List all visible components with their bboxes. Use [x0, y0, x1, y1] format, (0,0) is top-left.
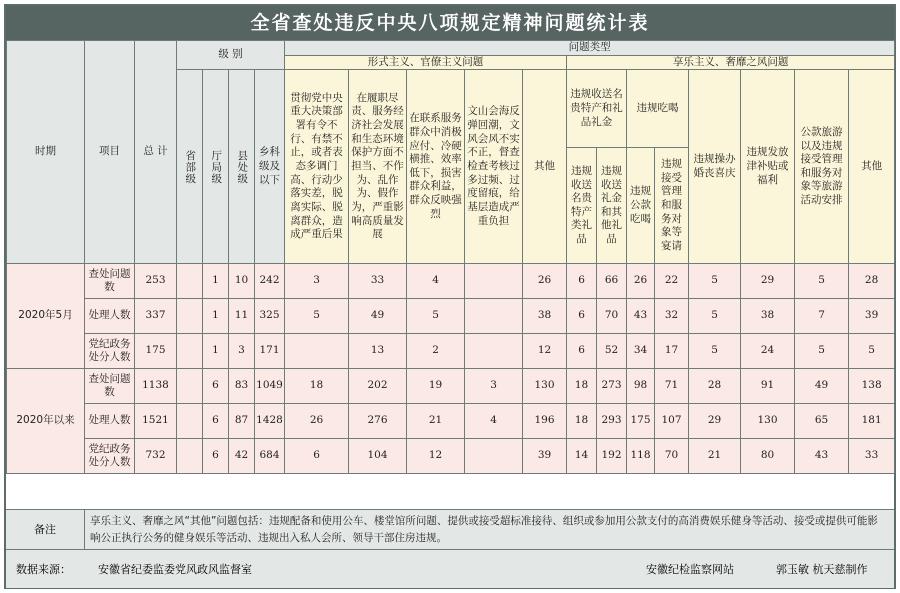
cell-f4 [465, 439, 523, 474]
cell-f4: 3 [465, 369, 523, 404]
cell-f4: 4 [465, 404, 523, 439]
cell-total: 175 [135, 334, 177, 369]
cell-f2: 202 [349, 369, 407, 404]
source-site: 安徽纪检监察网站 [646, 563, 734, 576]
cell-h-sub: 130 [741, 404, 795, 439]
cell-h-other: 138 [849, 369, 895, 404]
cell-bureau: 1 [203, 299, 229, 334]
cell-f2: 104 [349, 439, 407, 474]
stats-table-panel [4, 4, 896, 589]
cell-h-wed: 5 [689, 299, 741, 334]
cell-f2: 13 [349, 334, 407, 369]
cell-h-gift-b: 52 [597, 334, 627, 369]
cell-h-wed: 28 [689, 369, 741, 404]
cell-total: 732 [135, 439, 177, 474]
cell-province [177, 299, 203, 334]
row-item: 处理人数 [85, 404, 135, 439]
cell-f2: 33 [349, 264, 407, 299]
cell-f2: 49 [349, 299, 407, 334]
credit: 郭玉敏 杭天慈制作 [776, 563, 868, 576]
cell-h-eat-a: 26 [627, 264, 655, 299]
cell-f1: 18 [285, 369, 349, 404]
header-f3: 在联系服务群众中消极应付、冷硬横推、效率低下，损害群众利益，群众反映强烈 [407, 70, 465, 264]
notes-label: 备注 [6, 510, 85, 550]
cell-f2: 276 [349, 404, 407, 439]
cell-f3: 19 [407, 369, 465, 404]
cell-f-other: 39 [523, 439, 567, 474]
table-row [7, 299, 895, 334]
table-row [7, 369, 895, 404]
header-f1: 贯彻党中央重大决策部署有令不行、有禁不止，或者表态多调门高、行动少落实差，脱离实际、脱离群众，造成严重后果 [285, 70, 349, 264]
cell-h-eat-b: 17 [655, 334, 689, 369]
cell-h-travel: 43 [795, 439, 849, 474]
cell-f3: 2 [407, 334, 465, 369]
cell-h-gift-a: 14 [567, 439, 597, 474]
cell-h-other: 181 [849, 404, 895, 439]
header-h-gift-a: 违规收送名贵特产类礼品 [567, 148, 597, 264]
cell-f-other: 12 [523, 334, 567, 369]
cell-h-gift-b: 293 [597, 404, 627, 439]
cell-total: 1138 [135, 369, 177, 404]
cell-f-other: 26 [523, 264, 567, 299]
row-item: 查处问题数 [85, 369, 135, 404]
row-item: 党纪政务处分人数 [85, 439, 135, 474]
header-item: 项目 [85, 41, 135, 264]
source-org: 安徽省纪委监委党风政风监督室 [98, 563, 252, 576]
header-h-travel: 公款旅游以及违规接受管理和服务对象等旅游活动安排 [795, 70, 849, 264]
cell-h-sub: 29 [741, 264, 795, 299]
cell-county: 3 [229, 334, 255, 369]
page-title: 全省查处违反中央八项规定精神问题统计表 [6, 6, 894, 40]
cell-h-travel: 49 [795, 369, 849, 404]
cell-f4 [465, 334, 523, 369]
cell-township: 242 [255, 264, 285, 299]
header-h-eat-a: 违规公款吃喝 [627, 148, 655, 264]
cell-f1 [285, 334, 349, 369]
header-formalism: 形式主义、官僚主义问题 [285, 55, 567, 70]
cell-f1: 26 [285, 404, 349, 439]
cell-h-gift-b: 192 [597, 439, 627, 474]
cell-county: 10 [229, 264, 255, 299]
cell-f4 [465, 264, 523, 299]
cell-h-sub: 80 [741, 439, 795, 474]
cell-bureau: 6 [203, 439, 229, 474]
cell-h-eat-b: 71 [655, 369, 689, 404]
header-hedonism: 享乐主义、奢靡之风问题 [567, 55, 895, 70]
header-f-other: 其他 [523, 70, 567, 264]
cell-f-other: 38 [523, 299, 567, 334]
cell-f-other: 196 [523, 404, 567, 439]
header-province: 省部级 [184, 149, 197, 185]
table-row [7, 439, 895, 474]
notes-section [6, 509, 894, 550]
cell-bureau: 6 [203, 369, 229, 404]
cell-h-gift-b: 273 [597, 369, 627, 404]
cell-h-other: 33 [849, 439, 895, 474]
cell-h-eat-b: 22 [655, 264, 689, 299]
cell-bureau: 1 [203, 334, 229, 369]
cell-h-travel: 5 [795, 264, 849, 299]
cell-h-travel: 5 [795, 334, 849, 369]
cell-h-gift-a: 6 [567, 334, 597, 369]
cell-province [177, 264, 203, 299]
cell-h-eat-a: 98 [627, 369, 655, 404]
cell-h-eat-b: 70 [655, 439, 689, 474]
header-problem-type: 问题类型 [285, 41, 895, 56]
header-f2: 在履职尽责、服务经济社会发展和生态环境保护方面不担当、不作为、乱作为、假作为，严重影响高质量发展 [349, 70, 407, 264]
cell-h-eat-a: 118 [627, 439, 655, 474]
cell-h-gift-a: 18 [567, 369, 597, 404]
cell-h-wed: 5 [689, 334, 741, 369]
cell-f3: 21 [407, 404, 465, 439]
cell-province [177, 369, 203, 404]
cell-township: 684 [255, 439, 285, 474]
cell-h-wed: 21 [689, 439, 741, 474]
cell-h-sub: 91 [741, 369, 795, 404]
cell-h-other: 39 [849, 299, 895, 334]
cell-f-other: 130 [523, 369, 567, 404]
cell-h-travel: 65 [795, 404, 849, 439]
header-bureau: 厅局级 [210, 149, 223, 185]
row-item: 处理人数 [85, 299, 135, 334]
footer [6, 549, 894, 588]
cell-h-other: 5 [849, 334, 895, 369]
cell-total: 1521 [135, 404, 177, 439]
cell-h-eat-a: 43 [627, 299, 655, 334]
cell-h-eat-a: 175 [627, 404, 655, 439]
header-h-wed: 违规操办婚丧喜庆 [689, 70, 741, 264]
notes-text: 享乐主义、奢靡之风“其他”问题包括：违规配备和使用公车、楼堂馆所问题、提供或接受超标准接待、组织或参加用公款支付的高消费娱乐健身等活动、接受或提供可能影响公正执行公务的健身娱乐等活动、违规出入私人会所、领导干部住房违规。 [90, 515, 878, 544]
cell-county: 87 [229, 404, 255, 439]
header-level: 级 别 [177, 41, 285, 70]
period-cell: 2020年5月 [7, 264, 85, 369]
statistics-table [6, 40, 895, 474]
cell-h-other: 28 [849, 264, 895, 299]
header-h-other: 其他 [849, 70, 895, 264]
header-h-eat: 违规吃喝 [627, 70, 689, 148]
cell-f3: 12 [407, 439, 465, 474]
cell-h-gift-a: 6 [567, 264, 597, 299]
header-h-sub: 违规发放津补贴或福利 [741, 70, 795, 264]
cell-h-gift-b: 70 [597, 299, 627, 334]
cell-h-gift-a: 18 [567, 404, 597, 439]
header-county: 县处级 [236, 149, 249, 185]
cell-h-eat-a: 34 [627, 334, 655, 369]
cell-total: 337 [135, 299, 177, 334]
cell-province [177, 439, 203, 474]
cell-bureau: 6 [203, 404, 229, 439]
table-row [7, 404, 895, 439]
header-f4: 文山会海反弹回潮，文风会风不实不正，督查检查考核过多过频、过度留痕，给基层造成严重负担 [465, 70, 523, 264]
cell-h-sub: 24 [741, 334, 795, 369]
cell-f3: 4 [407, 264, 465, 299]
cell-total: 253 [135, 264, 177, 299]
cell-township: 1428 [255, 404, 285, 439]
cell-h-gift-a: 6 [567, 299, 597, 334]
cell-township: 325 [255, 299, 285, 334]
cell-county: 83 [229, 369, 255, 404]
cell-bureau: 1 [203, 264, 229, 299]
header-h-gift-b: 违规收送礼金和其他礼品 [597, 148, 627, 264]
source-label: 数据来源： [16, 563, 71, 576]
header-period: 时期 [7, 41, 85, 264]
cell-f1: 3 [285, 264, 349, 299]
row-item: 党纪政务处分人数 [85, 334, 135, 369]
header-h-gift: 违规收送名贵特产和礼品礼金 [567, 70, 627, 148]
cell-f1: 6 [285, 439, 349, 474]
cell-h-eat-b: 107 [655, 404, 689, 439]
cell-province [177, 404, 203, 439]
row-item: 查处问题数 [85, 264, 135, 299]
cell-h-travel: 7 [795, 299, 849, 334]
cell-county: 11 [229, 299, 255, 334]
cell-h-eat-b: 32 [655, 299, 689, 334]
period-cell: 2020年以来 [7, 369, 85, 474]
cell-h-sub: 38 [741, 299, 795, 334]
header-h-eat-b: 违规接受管理和服务对象等宴请 [655, 148, 689, 264]
table-row [7, 264, 895, 299]
table-row [7, 334, 895, 369]
cell-f3: 5 [407, 299, 465, 334]
cell-township: 171 [255, 334, 285, 369]
cell-county: 42 [229, 439, 255, 474]
cell-h-wed: 5 [689, 264, 741, 299]
cell-province [177, 334, 203, 369]
header-township: 乡科级及以下 [255, 70, 285, 264]
cell-f1: 5 [285, 299, 349, 334]
cell-h-gift-b: 66 [597, 264, 627, 299]
cell-township: 1049 [255, 369, 285, 404]
header-total: 总 计 [135, 41, 177, 264]
cell-f4 [465, 299, 523, 334]
cell-h-wed: 29 [689, 404, 741, 439]
